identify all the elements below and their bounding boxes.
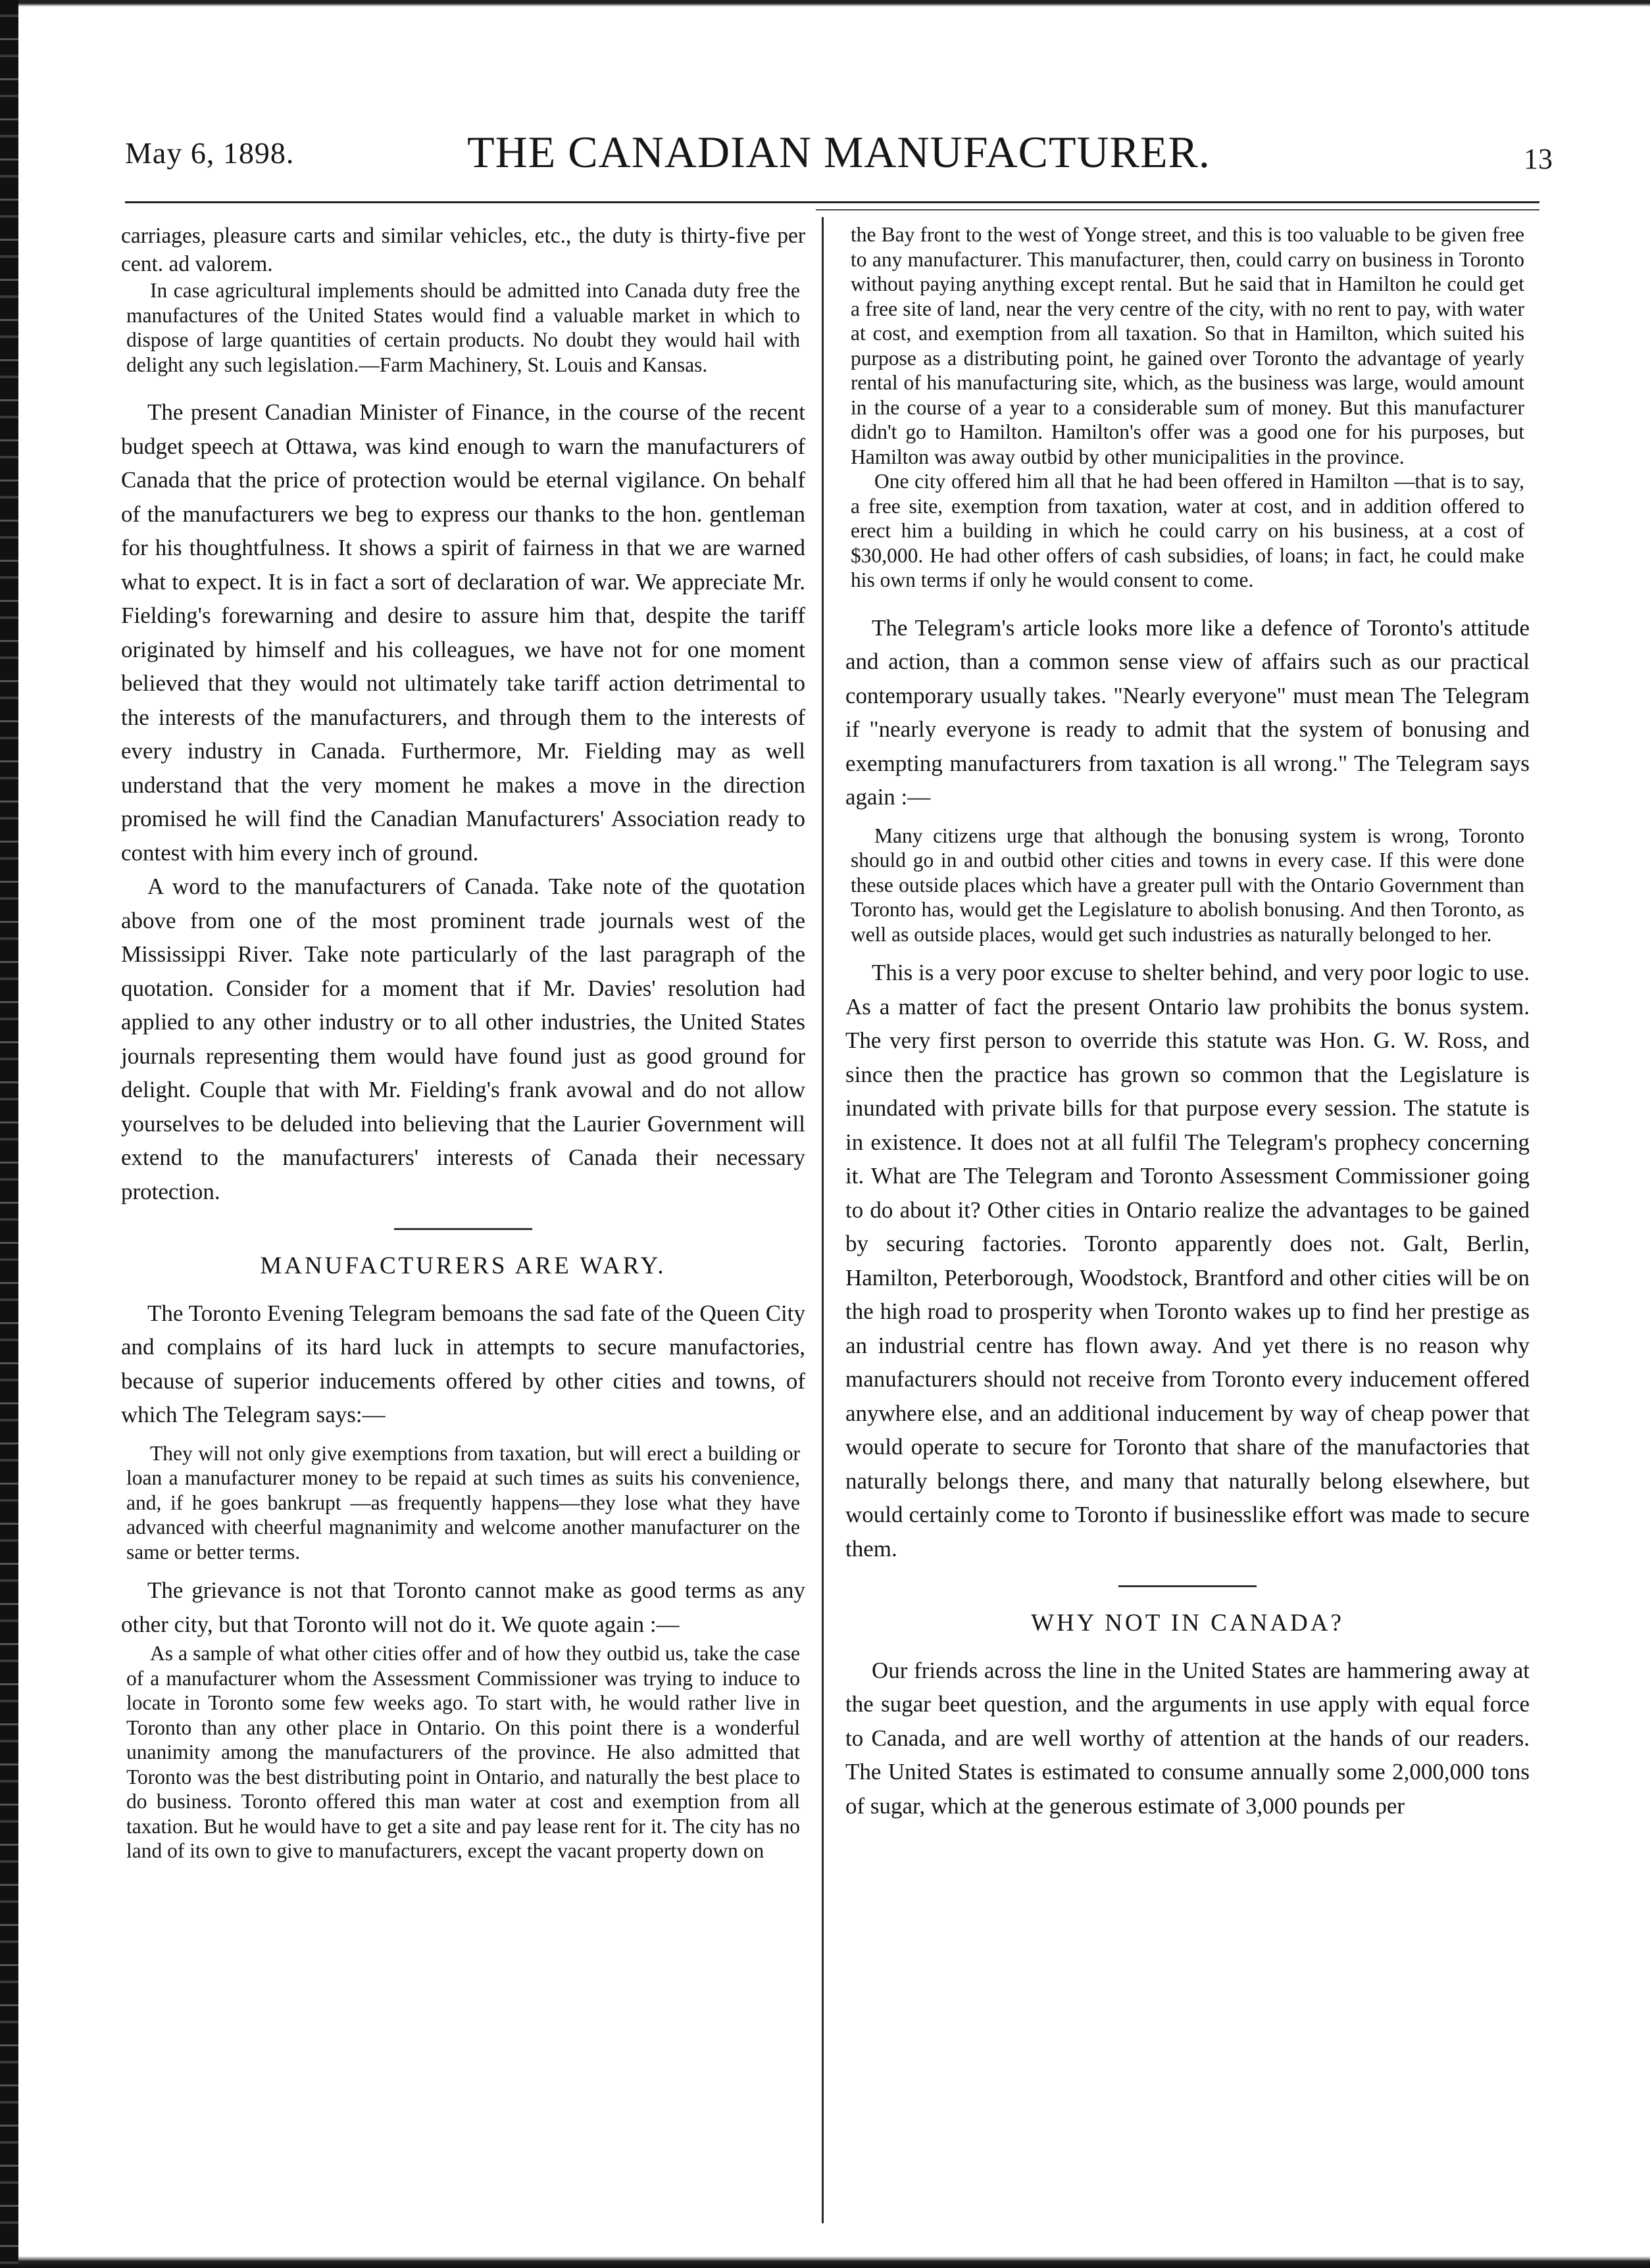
paragraph: The Toronto Evening Telegram bemoans the sad fate of the Queen City and complains of its hard luck in attempts to secure manufactories, because of superior inducements offered by other cities and towns, of which The Telegram says:— <box>121 1300 805 1427</box>
section-heading: MANUFACTURERS ARE WARY. <box>260 1252 666 1279</box>
quoted-paragraph: As a sample of what other cities offer and of how they outbid us, take the case of a manufacturer whom the Assessment Commissioner was trying to induce to locate in Toronto some few weeks ago. To start with, he would rather live in Toronto than any other place in Ontario. On this point there is a wonderful unanimity among the manufacturers of the province. He also admitted that Toronto was the best distributing point in Ontario, and naturally the best place to do business. Toronto offered this man water at cost and exemption from all taxation. But he would have to get a site and pay lease rent for it. The city has no land of its own to give to manufacturers, except the vacant property down on <box>126 1642 800 1862</box>
paragraph: carriages, pleasure carts and similar vehicles, etc., the duty is thirty-five per cent. ad valorem. <box>121 224 805 276</box>
paragraph: The present Canadian Minister of Finance, in the course of the recent budget speech at Ottawa, was kind enough to warn the manufacturers of Canada that the price of protection would be eternal vigilance. On behalf of the manufacturers we beg to express our thanks to the hon. gentleman for his thoughtfulness. It shows a spirit of fairness in that we are warned what to expect. It is in fact a sort of declaration of war. We appreciate Mr. Fielding's forewarning and desire to assure him that, despite the tariff originated by himself and his colleagues, we have not for one moment believed that they would not ultimately take tariff action detrimental to the interests of the manufacturers, and through them to the interests of every industry in Canada. Furthermore, Mr. Fielding may as well understand that the very moment he makes a move in the direction promised he will find the Canadian Manufacturers' Association ready to contest with him every inch of ground. <box>121 399 805 866</box>
quoted-paragraph: In case agricultural implements should be admitted into Canada duty free the manufactures of the United States would find a valuable market in which to dispose of large quantities of certain products. No doubt they would hail with delight any such legislation.—Farm Machinery, St. Louis and Kansas. <box>126 279 800 376</box>
quoted-paragraph: the Bay front to the west of Yonge street, and this is too valuable to be given free to any manufacturer. This manufacturer, then, could carry on business in Toronto without paying anything except rental. But he said that in Hamilton he could get a free site of land, near the very centre of the city, with no rent to pay, with water at cost, and exemption from all taxation. So that in Hamilton, which suited his purpose as a distributing point, he gained over Toronto the advantage of yearly rental of his manufacturing site, which, as the business was large, would amount in the course of a year to a considerable sum of money. But this manufacturer didn't go to Hamilton. Hamilton's offer was a good one for his purposes, but Hamilton was away outbid by other municipalities in the province. <box>851 223 1524 468</box>
quoted-paragraph: Many citizens urge that although the bonusing system is wrong, Toronto should go in and outbid other cities and towns in every case. If this were done these outside places which have a greater pull with the Ontario Government than Toronto has, would get the Legislature to abolish bonusing. And then Toronto, as well as outside places, would get such industries as naturally belonged to her. <box>851 824 1524 946</box>
right-column <box>845 222 1530 1823</box>
quoted-paragraph: They will not only give exemptions from taxation, but will erect a building or loan a manufacturer money to be repaid at such times as suits his convenience, and, if he goes bankrupt —as frequently happens—they lose what they have advanced with cheerful magnanimity and welcome another manufacturer on the same or better terms. <box>126 1441 800 1564</box>
paragraph: Our friends across the line in the United States are hammering away at the sugar beet question, and the arguments in use apply with equal force to Canada, and are well worthy of attention at the hands of our readers. The United States is estimated to consume annually some 2,000,000 tons of sugar, which at the generous estimate of 3,000 pounds per <box>845 1657 1530 1819</box>
page-number: 13 <box>1524 143 1553 175</box>
section-separator <box>394 1228 532 1230</box>
header-rule-short <box>816 209 1539 210</box>
scan-top-edge <box>18 0 1650 7</box>
left-column <box>121 222 805 1863</box>
section-separator <box>1118 1585 1257 1587</box>
issue-date: May 6, 1898. <box>125 136 295 170</box>
paragraph: This is a very poor excuse to shelter behind, and very poor logic to use. As a matter of fact the present Ontario law prohibits the bonus system. The very first person to override this statute was Hon. G. W. Ross, and since then the practice has grown so common that the Legislature is inundated with private bills for that purpose every session. The statute is in existence. It does not at all fulfil The Telegram's prophecy concerning it. What are The Telegram and Toronto Assessment Commissioner going to do about it? Other cities in Ontario realize the advantages to be gained by securing factories. Toronto apparently does not. Galt, Berlin, Hamilton, Peterborough, Woodstock, Brantford and other cities will be on the high road to prosperity when Toronto wakes up to find her prestige as an industrial centre has flown away. And yet there is no reason why manufacturers should not receive from Toronto every inducement offered anywhere else, and an additional inducement by way of cheap power that would operate to secure for Toronto that share of the manufactories that naturally belongs there, and many that naturally belong elsewhere, but would certainly come to Toronto if businesslike effort was made to secure them. <box>845 960 1530 1562</box>
paragraph: A word to the manufacturers of Canada. Take note of the quotation above from one of the most prominent trade journals west of the Mississippi River. Take note particularly of the last paragraph of the quotation. Consider for a moment that if Mr. Davies' resolution had applied to any other industry or to all other industries, the United States journals representing them would have found just as good ground for delight. Couple that with Mr. Fielding's frank avowal and do not allow yourselves to be deluded into believing that the Laurier Government will extend to the manufacturers' interests of Canada their necessary protection. <box>121 874 805 1204</box>
column-divider <box>822 217 824 2223</box>
paragraph: The Telegram's article looks more like a defence of Toronto's attitude and action, than a common sense view of affairs such as our practical contemporary usually takes. "Nearly everyone" must mean The Telegram if "nearly everyone is ready to admit that the system of bonusing and exempting manufacturers from taxation is all wrong." The Telegram says again :— <box>845 614 1530 810</box>
page-header <box>125 124 1553 183</box>
quoted-paragraph: One city offered him all that he had been offered in Hamilton —that is to say, a free site, exemption from taxation, water at cost, and in addition offered to erect him a building in which he could carry on his business, at a cost of $30,000. He had other offers of cash subsidies, of loans; in fact, he could make his own terms if only he would consent to come. <box>851 470 1524 591</box>
paragraph: The grievance is not that Toronto cannot make as good terms as any other city, but that Toronto will not do it. We quote again :— <box>121 1577 805 1637</box>
scan-bottom-edge <box>18 2256 1650 2268</box>
section-heading: WHY NOT IN CANADA? <box>1031 1610 1344 1637</box>
scan-binding-edge <box>0 0 18 2268</box>
header-rule <box>125 201 1539 203</box>
publication-title: THE CANADIAN MANUFACTURER. <box>467 127 1211 177</box>
